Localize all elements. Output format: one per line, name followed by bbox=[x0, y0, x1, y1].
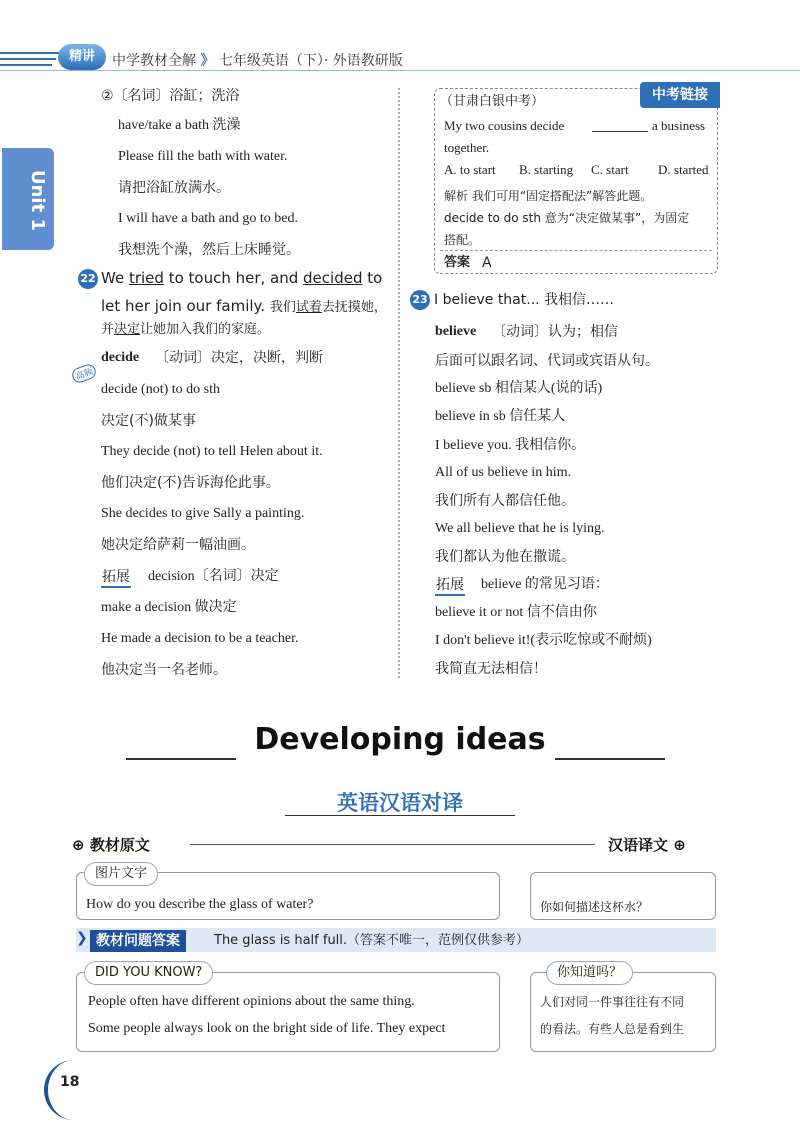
page-number: 18 bbox=[60, 1074, 80, 1090]
original-text-heading: ⊕ 教材原文 bbox=[72, 836, 150, 854]
answer-text: The glass is half full.（答案不唯一，范例仅供参考） bbox=[214, 933, 530, 948]
sentence-22-en: We tried to touch her, and decided to bbox=[101, 269, 383, 287]
believe-example-en: We all believe that he is lying. bbox=[435, 521, 605, 536]
decide-example-en: They decide (not) to tell Helen about it. bbox=[101, 444, 323, 459]
did-you-know-cn: 的看法。有些人总是看到生 bbox=[540, 1022, 685, 1036]
exam-analysis: decide to do sth 意为“决定做某事”，为固定 bbox=[444, 211, 690, 225]
heading-rule bbox=[190, 844, 595, 845]
sentence-22-cn: 并决定让她加入我们的家庭。 bbox=[101, 322, 271, 337]
item-number-badge: 22 bbox=[78, 269, 98, 289]
picture-text-en: How do you describe the glass of water? bbox=[86, 897, 314, 912]
idiom: believe it or not 信不信由你 bbox=[435, 605, 597, 620]
extension-tag: 拓展 bbox=[101, 566, 131, 588]
bath-example-en: I will have a bath and go to bed. bbox=[118, 211, 299, 226]
item-number-badge: 23 bbox=[410, 290, 430, 310]
believe-example: I believe you. 我相信你。 bbox=[435, 437, 586, 453]
exam-analysis: 搭配。 bbox=[444, 233, 481, 247]
decide-phrase: decide (not) to do sth bbox=[101, 382, 220, 397]
decide-definition: 〔动词〕决定，决断，判断 bbox=[155, 350, 323, 366]
bath-example-cn: 请把浴缸放满水。 bbox=[118, 180, 230, 196]
title-line bbox=[555, 758, 665, 760]
header-title: 中学教材全解 》 七年级英语（下）· 外语教研版 bbox=[112, 53, 403, 69]
answer-blank bbox=[592, 131, 648, 132]
bath-example-cn: 我想洗个澡，然后上床睡觉。 bbox=[118, 242, 300, 258]
header-stripe bbox=[0, 64, 52, 66]
exam-link-tab: 中考链接 bbox=[640, 82, 720, 108]
believe-phrase: believe in sb 信任某人 bbox=[435, 409, 566, 424]
exam-analysis: 解析 我们可用“固定搭配法”解答此题。 bbox=[444, 189, 653, 203]
chevron-right-icon: ❯ bbox=[76, 930, 88, 946]
subtitle-underline bbox=[285, 815, 515, 816]
decide-example-cn: 他们决定(不)告诉海伦此事。 bbox=[101, 475, 280, 491]
arrow-down-circle-icon: ⊕ bbox=[72, 836, 85, 854]
did-you-know-cn-tag: 你知道吗？ bbox=[546, 961, 633, 985]
did-you-know-tag: DID YOU KNOW? bbox=[84, 961, 213, 985]
sentence-23: I believe that... 我相信…… bbox=[434, 292, 615, 308]
extension-tag: 拓展 bbox=[435, 574, 465, 596]
extension-example-cn: 他决定当一名老师。 bbox=[101, 662, 227, 678]
section-subtitle: 英语汉语对译 bbox=[337, 791, 463, 815]
idiom-title: believe 的常见习语： bbox=[481, 577, 609, 592]
did-you-know-en: Some people always look on the bright side of life. They expect bbox=[88, 1021, 446, 1036]
book-logo: 精讲 bbox=[58, 44, 106, 70]
decide-example-cn: 她决定给萨莉一幅油画。 bbox=[101, 537, 255, 553]
picture-text-cn: 你如何描述这杯水？ bbox=[540, 900, 649, 914]
decide-phrase-cn: 决定(不)做某事 bbox=[101, 413, 196, 429]
extension-phrase: make a decision 做决定 bbox=[101, 600, 237, 615]
translation-heading: 汉语译文 ⊕ bbox=[608, 836, 686, 854]
high-frequency-badge: 高频 bbox=[70, 362, 98, 384]
title-line bbox=[126, 758, 236, 760]
exam-option-a: A. to start bbox=[444, 162, 496, 177]
exam-question-line2: together. bbox=[444, 140, 490, 155]
header-rule bbox=[0, 70, 800, 71]
believe-example-cn: 我们都认为他在撒谎。 bbox=[435, 549, 575, 565]
believe-example-cn: 我们所有人都信任他。 bbox=[435, 493, 575, 509]
page-number-arc bbox=[44, 1060, 88, 1120]
section-title: Developing ideas bbox=[254, 722, 546, 757]
idiom: I don't believe it!(表示吃惊或不耐烦) bbox=[435, 633, 652, 648]
decide-example-en: She decides to give Sally a painting. bbox=[101, 506, 305, 521]
header-stripe bbox=[0, 52, 60, 54]
exam-answer-label: 答案 bbox=[444, 255, 471, 270]
exam-option-c: C. start bbox=[591, 162, 629, 177]
exam-answer: A bbox=[482, 255, 492, 271]
column-divider bbox=[398, 88, 400, 678]
did-you-know-cn: 人们对同一件事往往有不同 bbox=[540, 995, 685, 1009]
believe-phrase: believe sb 相信某人(说的话) bbox=[435, 381, 603, 396]
idiom-cn: 我简直无法相信！ bbox=[435, 661, 547, 677]
picture-text-tag: 图片文字 bbox=[84, 862, 158, 886]
extension-example-en: He made a decision to be a teacher. bbox=[101, 631, 299, 646]
header-stripe bbox=[0, 58, 56, 60]
believe-example-en: All of us believe in him. bbox=[435, 465, 572, 480]
exam-question: My two cousins decide bbox=[444, 118, 565, 133]
answer-tag: 教材问题答案 bbox=[90, 930, 186, 952]
bath-example-en: Please fill the bath with water. bbox=[118, 149, 288, 164]
believe-definition: 〔动词〕认为；相信 bbox=[492, 324, 618, 340]
believe-note: 后面可以跟名词、代词或宾语从句。 bbox=[435, 353, 659, 369]
arrow-down-circle-icon: ⊕ bbox=[673, 836, 686, 854]
decide-word: decide bbox=[101, 350, 140, 365]
bath-phrase: have/take a bath 洗澡 bbox=[118, 118, 241, 133]
exam-option-d: D. started bbox=[658, 162, 709, 177]
exam-option-b: B. starting bbox=[519, 162, 574, 177]
exam-divider bbox=[440, 250, 712, 251]
exam-source: （甘肃白银中考） bbox=[440, 94, 545, 109]
did-you-know-en: People often have different opinions about the same thing. bbox=[88, 994, 415, 1009]
bath-definition: ②〔名词〕浴缸；洗浴 bbox=[101, 88, 240, 104]
exam-question-end: a business bbox=[652, 118, 706, 133]
sentence-22-en-line2: let her join our family. 我们试着去抚摸她， bbox=[101, 297, 387, 315]
believe-word: believe bbox=[435, 324, 477, 339]
extension-word: decision〔名词〕决定 bbox=[148, 569, 279, 584]
unit-label: Unit 1 bbox=[27, 169, 48, 231]
